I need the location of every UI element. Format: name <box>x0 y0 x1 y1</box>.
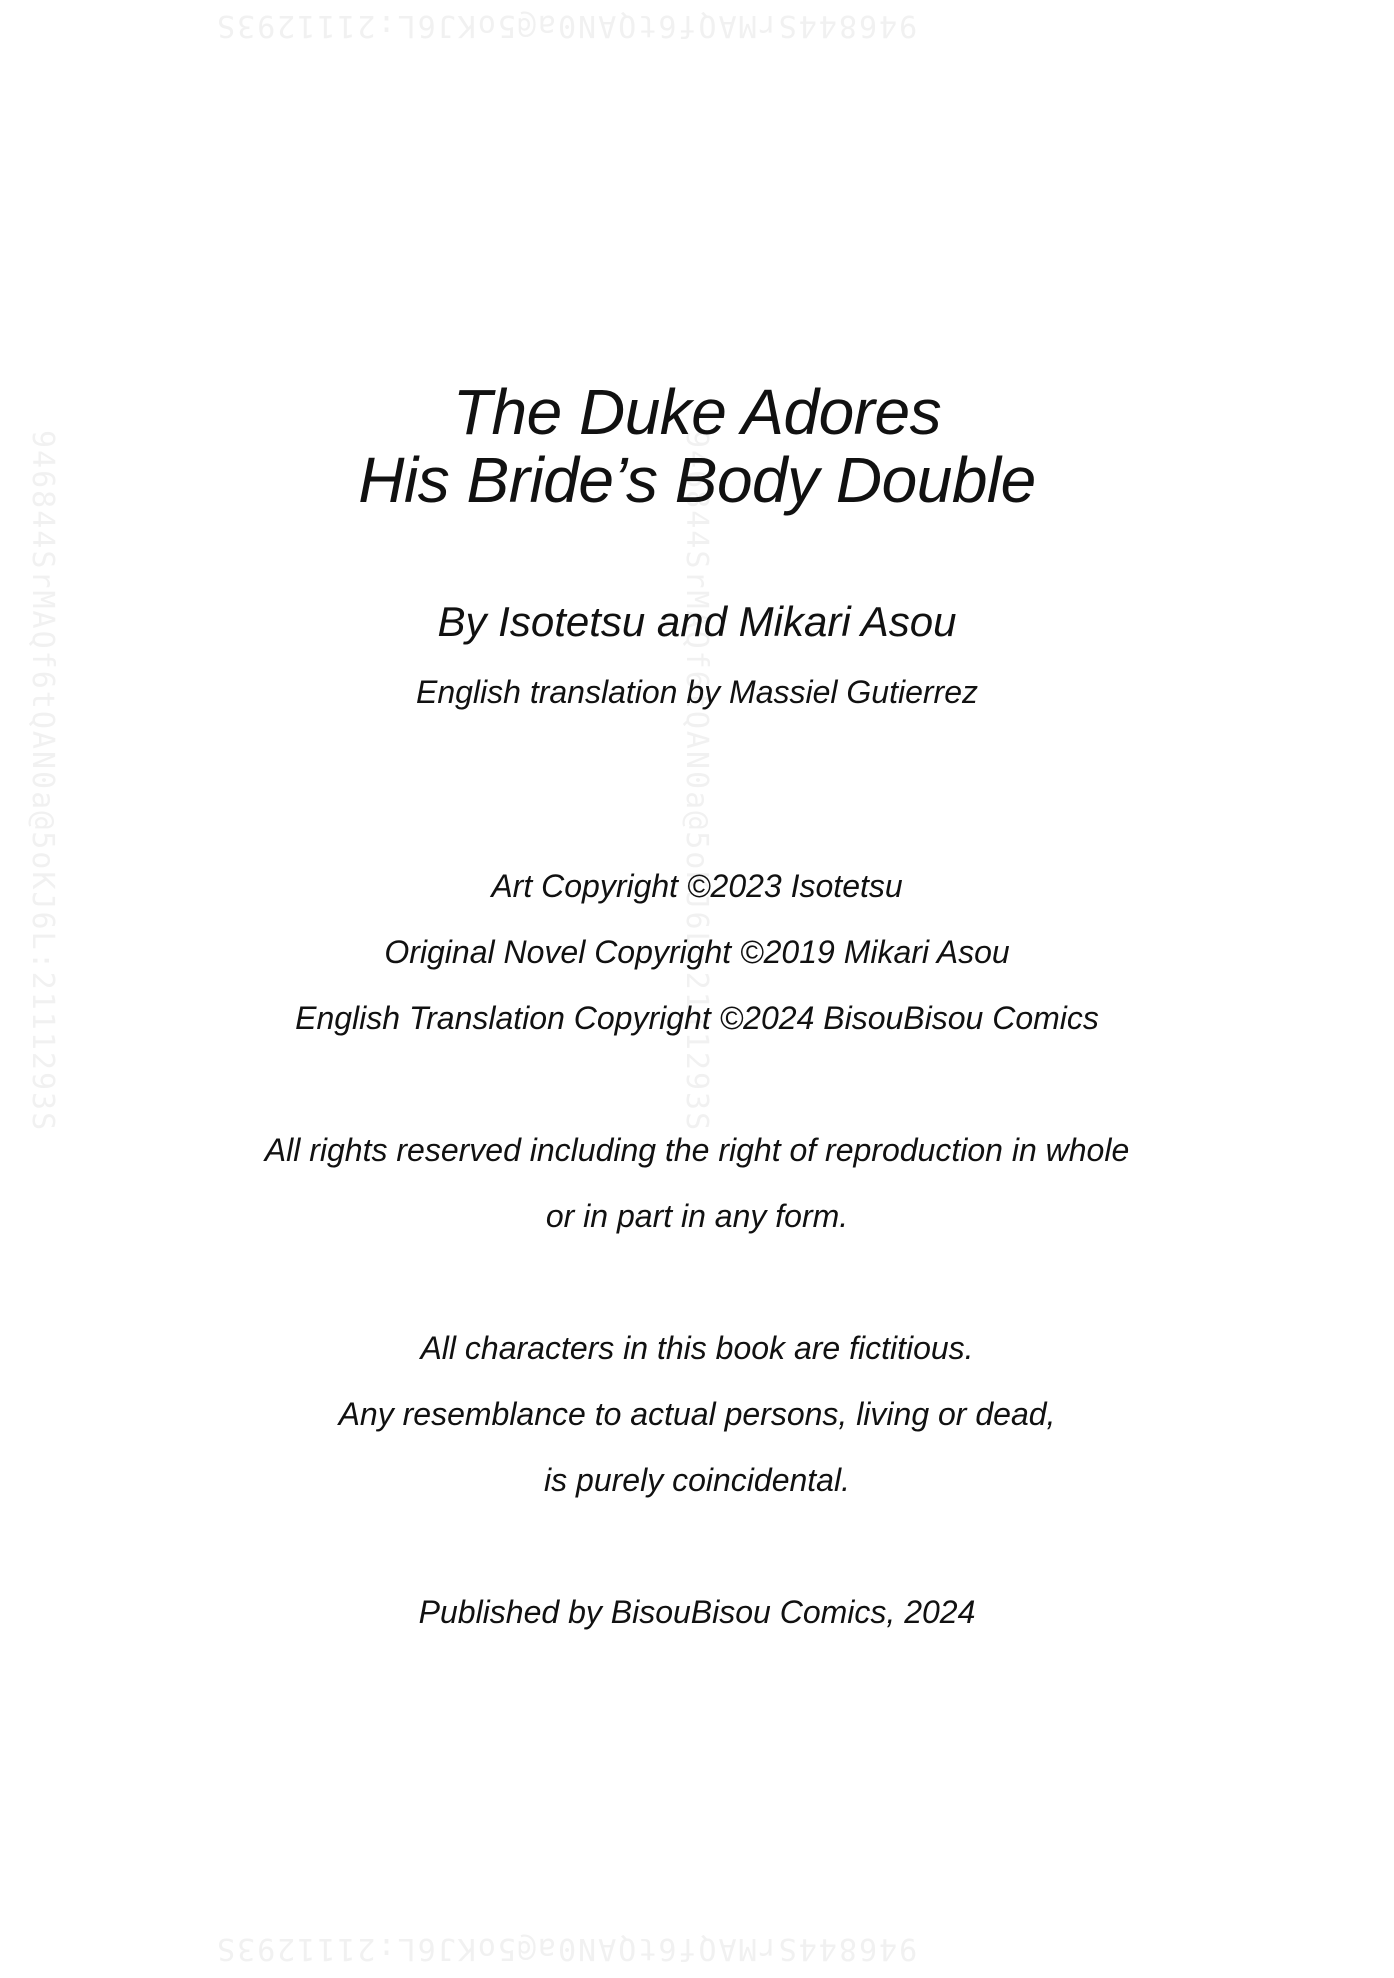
book-title-line-1: The Duke Adores <box>452 376 942 448</box>
copyright-art: Art Copyright ©2023 Isotetsu <box>491 868 903 904</box>
watermark-right: 946844SrMAQf6tQAN0a@5oKJ6L:2111293S <box>678 430 714 1133</box>
disclaimer-line-1: All characters in this book are fictitious. <box>420 1330 974 1366</box>
book-title-line-2: His Bride’s Body Double <box>358 444 1036 516</box>
disclaimer-line-3: is purely coincidental. <box>544 1462 850 1498</box>
rights-line-2: or in part in any form. <box>545 1198 849 1234</box>
copyright-novel: Original Novel Copyright ©2019 Mikari Asou <box>384 934 1010 970</box>
rights-line-1: All rights reserved including the right of reproduction in whole <box>264 1132 1130 1168</box>
publisher-line: Published by BisouBisou Comics, 2024 <box>418 1594 976 1630</box>
watermark-left: 946844SrMAQf6tQAN0a@5oKJ6L:2111293S <box>25 430 60 1133</box>
book-title <box>0 378 1394 514</box>
watermark-bottom: 946844SrMAQf6tQAN0a@5oKJ6L:2111293S <box>215 1931 918 1966</box>
copyright-translation: English Translation Copyright ©2024 BisouBisou Comics <box>295 1000 1099 1036</box>
translator-credit: English translation by Massiel Gutierrez <box>415 674 978 710</box>
disclaimer-line-2: Any resemblance to actual persons, living or dead, <box>338 1396 1056 1432</box>
authors-credit: By Isotetsu and Mikari Asou <box>437 598 957 645</box>
watermark-top: 946844SrMAQf6tQAN0a@5oKJ6L:2111293S <box>215 8 918 43</box>
